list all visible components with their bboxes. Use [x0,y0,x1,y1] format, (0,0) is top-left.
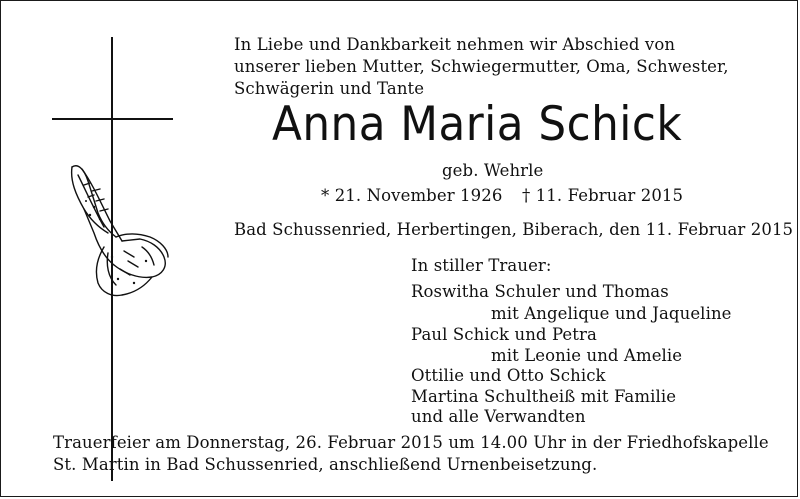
mourner-line: Martina Schultheiß mit Familie [411,387,677,406]
mourner-line: mit Leonie und Amelie [491,346,683,365]
service-line-1: Trauerfeier am Donnerstag, 26. Februar 2015 um 14.00 Uhr in der Friedhofskapelle [53,433,769,452]
mourner-line: und alle Verwandten [411,407,586,426]
mourner-line: Roswitha Schuler und Thomas [411,282,669,301]
place-date-line: Bad Schussenried, Herbertingen, Biberach, den 11. Februar 2015 [234,220,794,239]
birth-name: geb. Wehrle [442,161,544,180]
praying-hands-icon [64,161,174,301]
mourner-line: Ottilie und Otto Schick [411,366,606,385]
death-date: † 11. Februar 2015 [522,186,684,205]
mourner-line: mit Angelique und Jaqueline [491,304,732,323]
intro-line-2: unserer lieben Mutter, Schwiegermutter, Oma, Schwester, [234,57,729,76]
intro-line-3: Schwägerin und Tante [234,79,425,98]
mourners-heading: In stiller Trauer: [411,256,552,275]
intro-line-1: In Liebe und Dankbarkeit nehmen wir Abschied von [234,35,676,54]
cross-icon-crossbar [52,118,173,120]
birth-date: * 21. November 1926 [321,186,503,205]
deceased-name: Anna Maria Schick [272,97,683,152]
mourner-line: Paul Schick und Petra [411,325,597,344]
service-line-2: St. Martin in Bad Schussenried, anschließend Urnenbeisetzung. [53,455,598,474]
